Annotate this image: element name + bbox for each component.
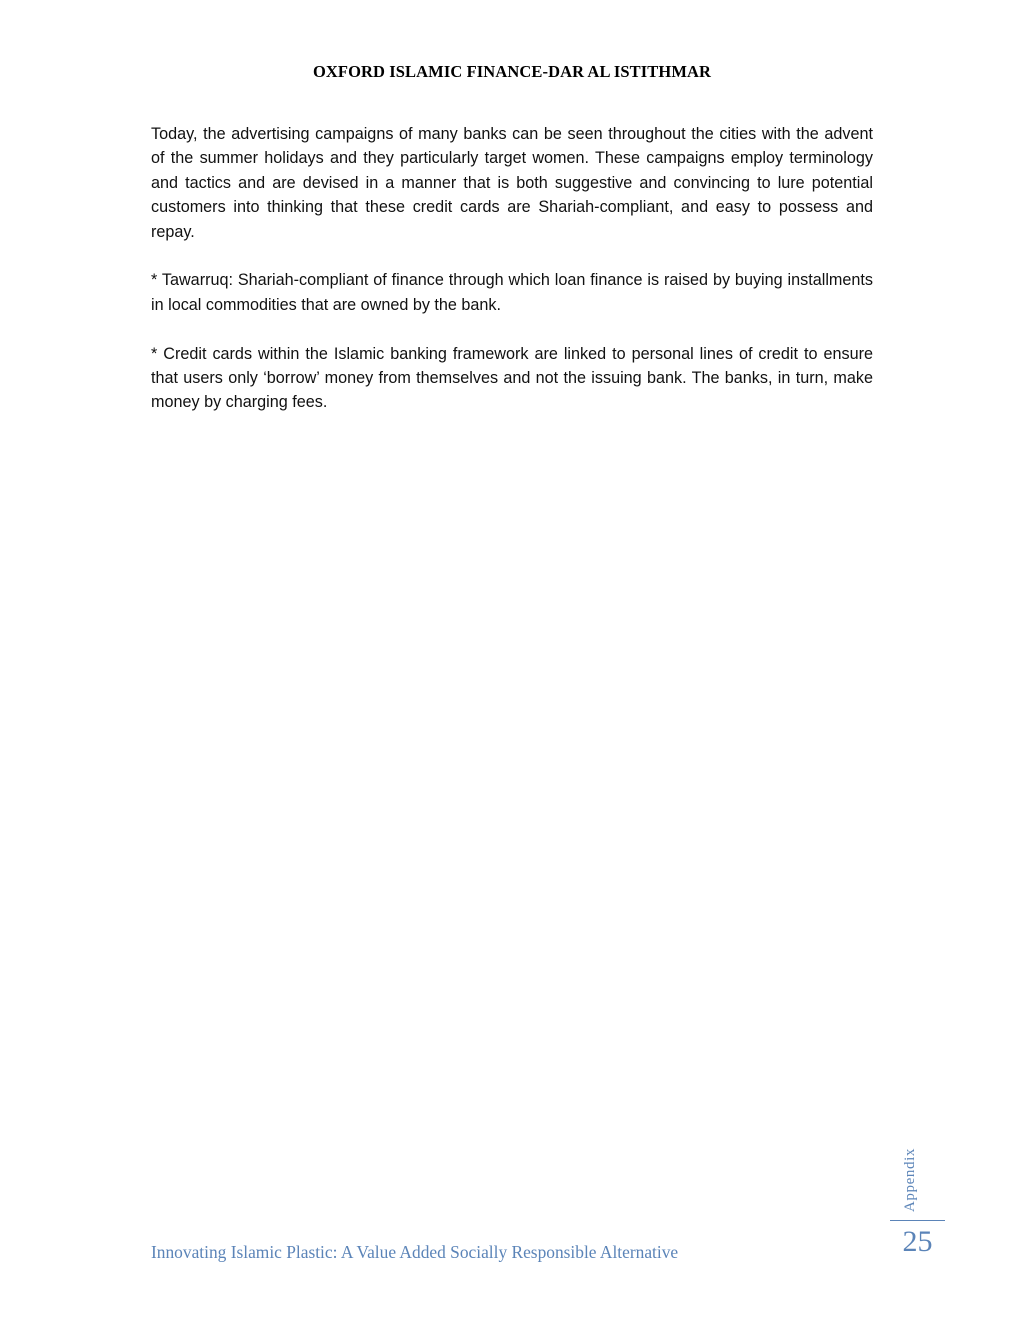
body-text [151,122,873,439]
section-label: Appendix [902,1148,918,1212]
page-header-title: OXFORD ISLAMIC FINANCE-DAR AL ISTITHMAR [312,62,712,81]
page-number: 25 [902,1225,933,1258]
paragraph-tawarruq-note: * Tawarruq: Shariah-compliant of finance through which loan finance is raised by buying installments in local commodities that are owned by the bank. [151,271,873,314]
paragraph-intro: Today, the advertising campaigns of many banks can be seen throughout the cities with the advent of the summer holidays and they particularly target women. These campaigns employ terminology and tactics and are devised in a manner that is both suggestive and convincing to lure potential customers into thinking that these credit cards are Shariah-compliant, and easy to possess and repay. [151,125,873,241]
paragraph-credit-cards-note: * Credit cards within the Islamic banking framework are linked to personal lines of credit to ensure that users only ‘borrow’ money from themselves and not the issuing bank. The banks, in turn, make money by charging fees. [151,344,873,412]
footer-title: Innovating Islamic Plastic: A Value Added Socially Responsible Alternative [151,1242,679,1262]
page-number-divider [890,1220,945,1221]
